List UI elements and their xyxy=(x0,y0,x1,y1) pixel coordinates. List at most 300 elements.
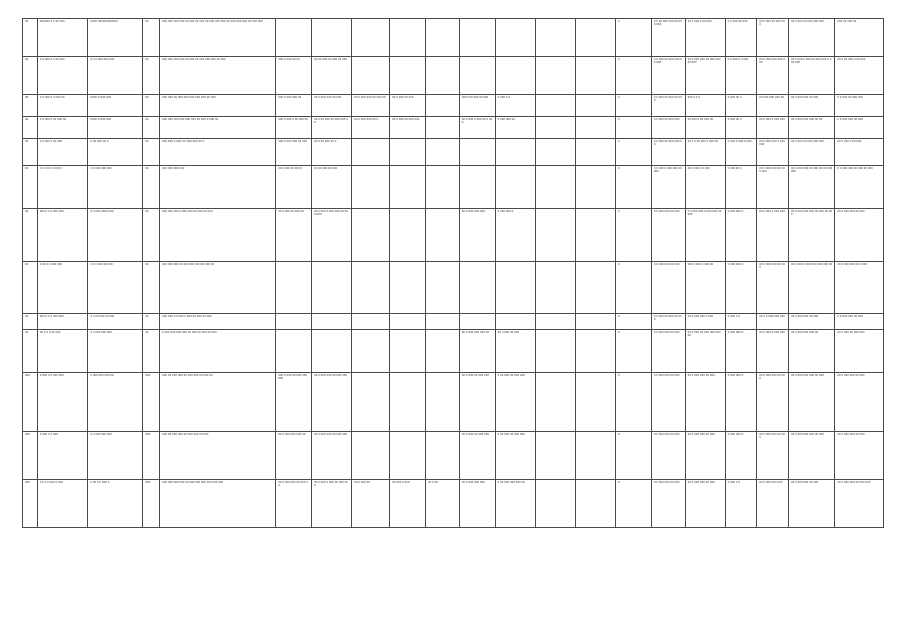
cell-text: 00 0 000 000 00 000 xyxy=(837,433,865,436)
cell-text: 000 0 0 0 xyxy=(687,96,700,99)
table-cell xyxy=(312,139,352,166)
table-cell xyxy=(615,330,651,373)
cell-text: 0 00 000 00 000 000 xyxy=(497,374,525,377)
cell-text: 0 00 0 0 000 000 xyxy=(39,263,63,266)
table-cell xyxy=(143,139,160,166)
table-cell xyxy=(495,19,535,57)
table-cell xyxy=(390,166,426,209)
cell-text: 0 0 0 0 000 0 000 xyxy=(39,481,63,484)
cell-text: 0 000 0 0 xyxy=(497,96,511,99)
table-cell xyxy=(495,314,535,330)
cell-text: 000 xyxy=(25,374,30,377)
table-cell xyxy=(575,117,615,139)
table-cell xyxy=(459,262,495,314)
cell-text: 00 0 000 0 000 000 xyxy=(759,118,785,121)
cell-text: 00 0 0 00 000 0 000 00 xyxy=(687,140,719,143)
cell-text: 000 000 000 0 000 000 00 000 00 000 xyxy=(162,210,213,213)
table-cell xyxy=(615,262,651,314)
table-cell xyxy=(725,19,757,57)
table-cell xyxy=(835,373,884,432)
table-cell xyxy=(788,432,834,480)
cell-text: 000 000 000 00 000 xyxy=(461,96,489,99)
table-cell xyxy=(312,19,352,57)
cell-text: 0 0 000 00 000 000 xyxy=(837,96,863,99)
table-cell xyxy=(23,373,38,432)
cell-text: 00 0 000 00 000 000 xyxy=(461,374,490,377)
table-cell xyxy=(426,57,460,95)
cell-text: 00 0 000 00 000 000 000 00 xyxy=(687,331,721,338)
cell-text: 00 0 000 000 00 000 xyxy=(687,374,715,377)
table-cell xyxy=(757,330,789,373)
cell-text: 0 0 000 0 0 000 00 xyxy=(39,96,65,99)
table-cell xyxy=(495,166,535,209)
table-cell xyxy=(37,330,88,373)
table-cell xyxy=(835,139,884,166)
table-cell xyxy=(788,209,834,262)
cell-text: 000 000 00 000 000 000 000 000 00 000 xyxy=(162,96,216,99)
table-cell xyxy=(37,117,88,139)
table-cell xyxy=(835,166,884,209)
table-cell xyxy=(685,330,725,373)
table-cell xyxy=(788,166,834,209)
cell-text: 00 xyxy=(145,331,149,334)
cell-text: 00 0 00 000 0 00 000 xyxy=(837,58,866,61)
table-row xyxy=(23,262,884,314)
table-cell xyxy=(651,262,685,314)
table-cell xyxy=(651,95,685,117)
table-cell xyxy=(495,139,535,166)
cell-text: 0 xyxy=(617,374,620,377)
table-cell xyxy=(459,209,495,262)
cell-text: 0 0 000 0 000 000 00 000 xyxy=(653,167,682,174)
table-cell xyxy=(835,117,884,139)
table-cell xyxy=(390,480,426,528)
cell-text: 00 0 000 0 000 00 0 000 xyxy=(461,118,493,125)
table-cell xyxy=(312,95,352,117)
table-cell xyxy=(312,314,352,330)
cell-text: 00 000 0 00 000 00 xyxy=(687,118,714,121)
cell-text: 00 xyxy=(25,20,29,23)
table-cell xyxy=(757,314,789,330)
cell-text: 0 000 000 00 xyxy=(497,118,515,121)
table-cell xyxy=(312,262,352,314)
cell-text: 00 0 000 000 000 00 xyxy=(278,433,306,436)
table-row xyxy=(23,95,884,117)
table-cell xyxy=(459,166,495,209)
table-cell xyxy=(143,57,160,95)
cell-text: 00 0 000 00 000 xyxy=(497,331,520,334)
table-cell xyxy=(88,117,143,139)
table-cell xyxy=(160,330,276,373)
table-cell xyxy=(276,57,312,95)
table-cell xyxy=(426,95,460,117)
table-cell xyxy=(495,209,535,262)
table-cell xyxy=(276,117,312,139)
table-cell xyxy=(788,95,834,117)
table-cell xyxy=(725,95,757,117)
cell-text: 00 0 000 00 000 000 xyxy=(392,118,420,121)
cell-text: 00 0 000 000 00 0 000 xyxy=(837,263,868,266)
cell-text: 0 0 000 00 000 00 000 xyxy=(653,96,682,103)
table-cell xyxy=(495,95,535,117)
table-cell xyxy=(390,262,426,314)
table-cell xyxy=(143,19,160,57)
cell-text: 00 xyxy=(145,167,149,170)
cell-text: 0 000 00 0 xyxy=(727,167,742,170)
table-cell xyxy=(88,373,143,432)
table-row xyxy=(23,117,884,139)
cell-text: 00 0 000 00 000 00 xyxy=(278,210,304,213)
table-cell xyxy=(535,373,575,432)
cell-text: A00000 0 0 00 000 xyxy=(39,20,65,23)
cell-text: 00 xyxy=(145,263,149,266)
table-cell xyxy=(390,19,426,57)
table-cell xyxy=(535,314,575,330)
table-cell xyxy=(312,330,352,373)
table-cell xyxy=(352,480,390,528)
cell-text: 00 0 000 000 000 00 000 xyxy=(790,374,824,377)
cell-text: 0 000 000 0 xyxy=(727,263,744,266)
table-cell xyxy=(788,373,834,432)
cell-text: 00 xyxy=(25,167,29,170)
table-cell xyxy=(88,166,143,209)
table-cell xyxy=(535,95,575,117)
table-cell xyxy=(535,262,575,314)
table-cell xyxy=(685,432,725,480)
table-cell xyxy=(37,209,88,262)
cell-text: 00 0 000 000 00 000 xyxy=(790,96,819,99)
table-cell xyxy=(160,209,276,262)
table-cell xyxy=(575,57,615,95)
table-cell xyxy=(535,330,575,373)
table-cell xyxy=(160,166,276,209)
table-cell xyxy=(757,57,789,95)
table-cell xyxy=(23,57,38,95)
table-cell xyxy=(535,139,575,166)
table-cell xyxy=(23,95,38,117)
cell-text: 00 0 000 000 00 000 xyxy=(790,315,819,318)
table-cell xyxy=(426,166,460,209)
table-cell xyxy=(651,432,685,480)
table-cell xyxy=(725,166,757,209)
cell-text: 000 0 000 00 000 000 000 xyxy=(278,374,308,381)
table-cell xyxy=(575,480,615,528)
cell-text: 0 0 000 000 000 xyxy=(90,433,112,436)
cell-text: 00 0 000 000 00 000 xyxy=(687,433,715,436)
table-cell xyxy=(352,139,390,166)
cell-text: 00 0 000 000 00 000 xyxy=(837,374,865,377)
table-cell xyxy=(685,262,725,314)
cell-text: 0 xyxy=(617,481,620,484)
cell-text: 00 xyxy=(25,210,29,213)
cell-text: 00 0 000 000 00 000 00 xyxy=(278,481,308,488)
cell-text: 0 0 000 000 00 000 xyxy=(653,433,680,436)
cell-text: 0 000 00 0 xyxy=(727,96,742,99)
table-cell xyxy=(143,166,160,209)
cell-text: 0 xyxy=(617,20,620,23)
table-cell xyxy=(88,57,143,95)
cell-text: 0000 0 000 000 xyxy=(90,96,112,99)
cell-text: 00 0 000 000 00 000 000 xyxy=(314,374,348,377)
table-cell xyxy=(390,117,426,139)
table-cell xyxy=(757,117,789,139)
table-cell xyxy=(459,480,495,528)
table-cell xyxy=(651,117,685,139)
table-cell xyxy=(757,480,789,528)
table-cell xyxy=(615,57,651,95)
cell-text: 000 000 000 000 000 000 00 000 0 000 00 xyxy=(162,118,219,121)
cell-text: 0 0 0 000 000 00 xyxy=(90,263,113,266)
cell-text: 00 0 000 00 000 xyxy=(392,96,414,99)
table-cell xyxy=(160,262,276,314)
cell-text: 0 xyxy=(617,315,620,318)
cell-text: 00 0 000 0 000 000 xyxy=(759,210,785,213)
cell-text: 0 0 000 000 00 000 xyxy=(653,263,680,266)
cell-text: 0 0 000 0 0 00 000 xyxy=(39,58,65,61)
table-cell xyxy=(390,139,426,166)
table-row xyxy=(23,209,884,262)
cell-text: 00 0 000 0 00 000 xyxy=(837,140,862,143)
table-cell xyxy=(788,262,834,314)
cell-text: 000 000 000 000 00 000 00 000 00 000 000 000 00 000 000 000 00 000 000 xyxy=(162,20,263,23)
table-cell xyxy=(535,209,575,262)
table-cell xyxy=(725,330,757,373)
table-cell xyxy=(37,480,88,528)
cell-text: 0 0 000 00 000 000 00 xyxy=(653,140,682,147)
table-cell xyxy=(757,209,789,262)
table-cell xyxy=(352,314,390,330)
cell-text: 0 000 0 0 xyxy=(727,481,741,484)
cell-text: 0000 000000000000 xyxy=(90,20,118,23)
cell-text: 00 0 000 00 000 0 xyxy=(278,167,303,170)
table-cell xyxy=(459,314,495,330)
table-cell xyxy=(685,117,725,139)
cell-text: 00 0 000 000 00 000 xyxy=(837,210,865,213)
table-cell xyxy=(615,209,651,262)
cell-text: 0 0 000 00 000 xyxy=(727,20,748,23)
table-cell xyxy=(459,373,495,432)
table-cell xyxy=(615,95,651,117)
cell-text: 0 0 000 000 000 xyxy=(90,331,112,334)
cell-text: 0 xyxy=(617,331,620,334)
table-cell xyxy=(88,314,143,330)
table-cell xyxy=(88,19,143,57)
table-cell xyxy=(615,117,651,139)
cell-text: 000 00 000 000 00 000 000 00 000 00 xyxy=(162,374,213,377)
cell-text: 00 0 000 000 000 xyxy=(461,210,485,213)
table-cell xyxy=(276,373,312,432)
table-row xyxy=(23,480,884,528)
table-cell xyxy=(575,19,615,57)
table-cell xyxy=(312,209,352,262)
table-cell xyxy=(160,57,276,95)
table-cell xyxy=(835,262,884,314)
table-cell xyxy=(390,432,426,480)
data-table xyxy=(22,18,884,528)
table-cell xyxy=(725,209,757,262)
cell-text: 00 0 000 000 0 000 000 xyxy=(759,140,785,147)
table-cell xyxy=(160,117,276,139)
cell-text: 00 0 000 000 000 xyxy=(759,481,783,484)
table-cell xyxy=(143,373,160,432)
cell-text: 0 0 000 000 00 000 xyxy=(837,118,863,121)
cell-text: 0 0 000 00 000 00 000 xyxy=(653,315,682,322)
cell-text: 00 0 000 000 00 000 000 xyxy=(314,433,348,436)
table-row xyxy=(23,166,884,209)
table-cell xyxy=(160,480,276,528)
cell-text: 00 0 00 000 00 0 xyxy=(314,140,337,143)
cell-text: 00 0 000 00 000 000 000 xyxy=(790,140,824,143)
table-cell xyxy=(390,57,426,95)
cell-text: 0 0 00 000 00 000 xyxy=(90,315,115,318)
table-cell xyxy=(352,95,390,117)
cell-text: 0 0 000 000 00 000 xyxy=(653,374,680,377)
table-cell xyxy=(143,95,160,117)
table-cell xyxy=(143,480,160,528)
table-cell xyxy=(685,314,725,330)
cell-text: 00 0 000 000 00 000 xyxy=(759,263,785,270)
table-cell xyxy=(352,330,390,373)
table-cell xyxy=(23,139,38,166)
cell-text: 00 xyxy=(145,210,149,213)
table-cell xyxy=(495,57,535,95)
cell-text: 00 0 000 00 000 000 xyxy=(837,331,865,334)
cell-text: 00 xyxy=(25,315,29,318)
cell-text: 00 0 000 00 xyxy=(354,481,370,484)
table-cell xyxy=(426,262,460,314)
table-cell xyxy=(37,432,88,480)
table-cell xyxy=(575,209,615,262)
cell-text: 00 xyxy=(145,96,149,99)
table-cell xyxy=(788,480,834,528)
cell-text: 00 0 000 00 000 000 000 xyxy=(790,20,824,23)
table-row xyxy=(23,314,884,330)
table-cell xyxy=(88,262,143,314)
table-cell xyxy=(37,262,88,314)
table-cell xyxy=(143,209,160,262)
table-cell xyxy=(725,314,757,330)
cell-text: 0 0 000 000 00 000 xyxy=(653,331,680,334)
cell-text: 00 000 0 000 xyxy=(392,481,410,484)
table-cell xyxy=(23,330,38,373)
cell-text: 00 xyxy=(25,118,29,121)
table-cell xyxy=(352,262,390,314)
table-cell xyxy=(23,209,38,262)
cell-text: 0 0 000 0 00 000 00 xyxy=(39,118,67,121)
cell-text: 000 0 000 000 00 xyxy=(278,96,302,99)
table-cell xyxy=(37,314,88,330)
cell-text: 0 xyxy=(617,96,620,99)
table-cell xyxy=(615,373,651,432)
cell-text: 00 0 000 0 000 00 000 000 0 000 000 xyxy=(790,58,832,65)
table-cell xyxy=(788,117,834,139)
table-cell xyxy=(23,262,38,314)
table-cell xyxy=(352,166,390,209)
table-cell xyxy=(23,117,38,139)
table-cell xyxy=(835,432,884,480)
table-cell xyxy=(575,166,615,209)
cell-text: 000 0 000 0 00 000 00 xyxy=(278,118,308,121)
cell-text: 00 xyxy=(25,58,29,61)
cell-text: 00 0 000 000 000 00 000 xyxy=(790,433,824,436)
table-cell xyxy=(725,373,757,432)
cell-text: 00 00 000 00 000 xyxy=(314,167,338,170)
table-cell xyxy=(276,95,312,117)
cell-text: 00 0 000 000 00 000 000 xyxy=(759,167,785,174)
cell-text: 000 0 000 0 000 00 xyxy=(687,263,714,266)
table-cell xyxy=(651,209,685,262)
cell-text: 00 xyxy=(25,140,29,143)
cell-text: 0 xyxy=(617,140,620,143)
cell-text: 000 00 000 00 xyxy=(837,20,857,23)
table-cell xyxy=(352,373,390,432)
table-cell xyxy=(88,209,143,262)
table-cell xyxy=(725,57,757,95)
table-cell xyxy=(615,139,651,166)
table-cell xyxy=(495,262,535,314)
cell-text: 00 xyxy=(145,20,149,23)
table-cell xyxy=(835,330,884,373)
cell-text: 0 000 0 0 000 xyxy=(39,433,58,436)
table-cell xyxy=(426,432,460,480)
cell-text: 0 xyxy=(617,263,620,266)
cell-text: 0 xyxy=(617,118,620,121)
table-cell xyxy=(37,57,88,95)
cell-text: 00 0 0 000 000 000 xyxy=(759,315,785,318)
cell-text: 00 0 000 0 00 000 xyxy=(687,20,712,23)
cell-text: 0 xyxy=(617,58,620,61)
table-cell xyxy=(390,95,426,117)
table-cell xyxy=(575,373,615,432)
table-cell xyxy=(725,139,757,166)
table-cell xyxy=(459,57,495,95)
table-cell xyxy=(788,330,834,373)
table-cell xyxy=(459,432,495,480)
table-cell xyxy=(651,314,685,330)
table-cell xyxy=(352,117,390,139)
table-cell xyxy=(725,117,757,139)
cell-text: 0 0 000 0000 000 xyxy=(90,210,114,213)
cell-text: 000 000 0 0 000 0 000 00 000 00 000 xyxy=(162,315,212,318)
table-cell xyxy=(685,166,725,209)
table-cell xyxy=(615,19,651,57)
cell-text: 0 xyxy=(617,167,620,170)
table-cell xyxy=(495,480,535,528)
table-cell xyxy=(651,19,685,57)
cell-text: 00 xyxy=(145,140,149,143)
table-cell xyxy=(276,330,312,373)
table-cell xyxy=(459,117,495,139)
cell-text: 000 0 000 000 00 000 xyxy=(278,140,308,143)
cell-text: 000 000 0 000 0 0 000 000 00 0 xyxy=(162,140,205,143)
table-cell xyxy=(459,19,495,57)
cell-text: 000 000 000 000 00 000 000 000 000 000 000 xyxy=(162,481,224,484)
cell-text: 00 0 000 000 0 000 xyxy=(687,315,714,318)
table-cell xyxy=(276,262,312,314)
cell-text: 0000 0 000 000 xyxy=(90,118,112,121)
table-cell xyxy=(757,95,789,117)
cell-text: 00 0 000 0 000 00 000 000 xyxy=(314,481,348,488)
table-cell xyxy=(651,330,685,373)
table-cell xyxy=(788,57,834,95)
cell-text: 00 0 000 000 000 00 xyxy=(461,331,490,334)
table-cell xyxy=(426,209,460,262)
table-cell xyxy=(535,117,575,139)
table-cell xyxy=(426,117,460,139)
cell-text: 00 0 00 000 00 000 000 00 xyxy=(314,118,348,125)
table-cell xyxy=(390,314,426,330)
table-cell xyxy=(143,330,160,373)
